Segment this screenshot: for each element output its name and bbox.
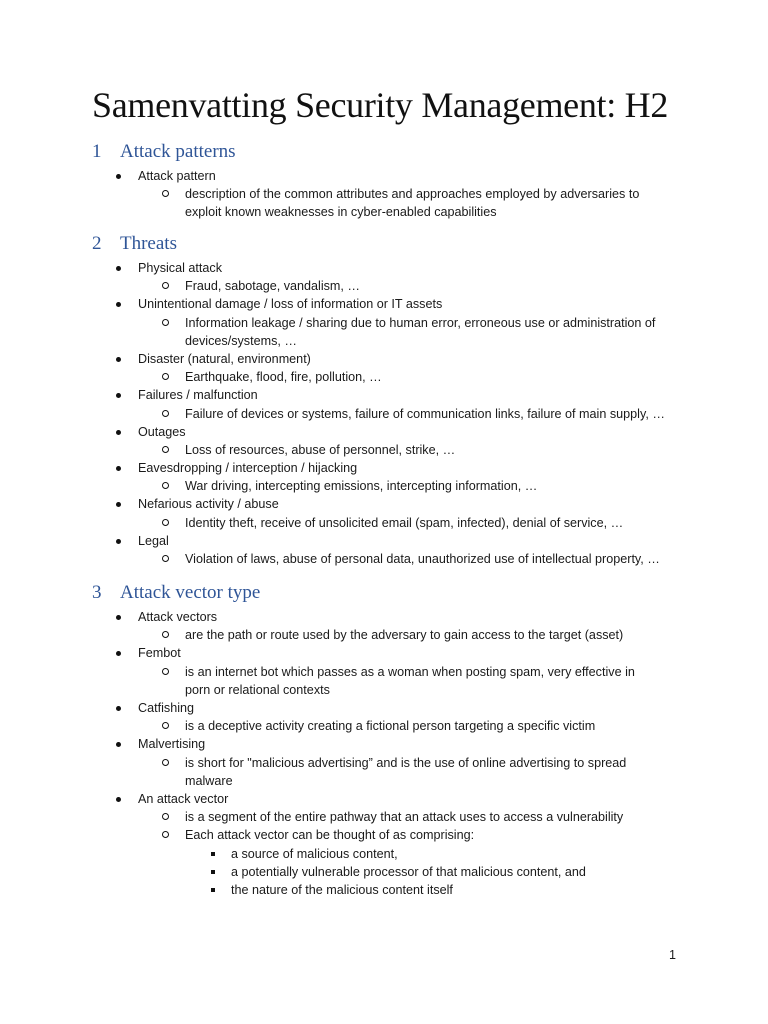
sub-list-item bbox=[0, 185, 768, 221]
bullet-icon bbox=[116, 706, 121, 711]
list-item-text: Outages bbox=[138, 424, 186, 439]
sub-sub-list-item bbox=[0, 881, 768, 899]
list-item-text: Unintentional damage / loss of information or IT assets bbox=[138, 297, 443, 312]
square-bullet-icon bbox=[211, 852, 215, 856]
list-item bbox=[0, 386, 768, 422]
list-item bbox=[0, 259, 768, 295]
section-threats bbox=[0, 233, 768, 568]
sub-list-item-text: is an internet bot which passes as a woman when posting spam, very effective in porn or relational contexts bbox=[185, 664, 635, 697]
circle-bullet-icon bbox=[162, 722, 169, 729]
list-item bbox=[0, 608, 768, 644]
section-heading bbox=[0, 141, 768, 167]
list-item bbox=[0, 423, 768, 459]
bullet-icon bbox=[116, 742, 121, 747]
sub-list-item-text: Each attack vector can be thought of as comprising: bbox=[185, 828, 475, 843]
bullet-icon bbox=[116, 174, 121, 179]
circle-bullet-icon bbox=[162, 282, 169, 289]
circle-bullet-icon bbox=[162, 410, 169, 417]
list-item bbox=[0, 167, 768, 222]
sub-list-item bbox=[0, 514, 768, 532]
list-item bbox=[0, 459, 768, 495]
list-item bbox=[0, 644, 768, 699]
bullet-icon bbox=[116, 539, 121, 544]
sub-list-item bbox=[0, 754, 768, 790]
section-number: 2 bbox=[92, 233, 102, 254]
sub-list-item bbox=[0, 314, 768, 350]
list-item bbox=[0, 790, 768, 899]
bullet-icon bbox=[116, 651, 121, 656]
sub-list-item-text: is a segment of the entire pathway that an attack uses to access a vulnerability bbox=[185, 810, 624, 825]
sub-list-item bbox=[0, 626, 768, 644]
sub-sub-list-item-text: a source of malicious content, bbox=[231, 846, 398, 861]
list-item-text: Attack vectors bbox=[138, 610, 218, 624]
sub-list-item bbox=[0, 405, 768, 423]
section-title: Attack vector type bbox=[120, 582, 261, 603]
list-item-text: An attack vector bbox=[138, 791, 229, 806]
sub-list-item bbox=[0, 368, 768, 386]
circle-bullet-icon bbox=[162, 519, 169, 526]
sub-list-item-text: description of the common attributes and approaches employed by adversaries to exploit known weaknesses in cyber-enabled capabilities bbox=[185, 187, 640, 220]
circle-bullet-icon bbox=[162, 482, 169, 489]
bullet-icon bbox=[116, 266, 121, 271]
square-bullet-icon bbox=[211, 888, 215, 892]
circle-bullet-icon bbox=[162, 631, 169, 638]
list-item-text: Fembot bbox=[138, 646, 181, 661]
list-item bbox=[0, 699, 768, 735]
circle-bullet-icon bbox=[162, 373, 169, 380]
sub-sub-list-item-text: a potentially vulnerable processor of that malicious content, and bbox=[231, 864, 586, 879]
section-title: Attack patterns bbox=[120, 141, 236, 162]
sub-list-item-text: Violation of laws, abuse of personal data, unauthorized use of intellectual property, … bbox=[185, 552, 660, 567]
bullet-icon bbox=[116, 615, 121, 620]
bullet-icon bbox=[116, 430, 121, 435]
list-item-text: Legal bbox=[138, 533, 169, 548]
bullet-icon bbox=[116, 466, 121, 471]
circle-bullet-icon bbox=[162, 446, 169, 453]
list-item bbox=[0, 350, 768, 386]
sub-list-item bbox=[0, 663, 768, 699]
sub-list-item-text: Identity theft, receive of unsolicited email (spam, infected), denial of service, … bbox=[185, 515, 624, 530]
sub-list-item-text: War driving, intercepting emissions, intercepting information, … bbox=[185, 479, 538, 494]
sub-list-item-text: is a deceptive activity creating a fictional person targeting a specific victim bbox=[185, 719, 596, 734]
section-number: 3 bbox=[92, 582, 102, 603]
circle-bullet-icon bbox=[162, 190, 169, 197]
sub-list-item-text: Earthquake, flood, fire, pollution, … bbox=[185, 370, 382, 385]
sub-sub-list-item bbox=[0, 845, 768, 863]
list-item-text: Disaster (natural, environment) bbox=[138, 351, 311, 366]
bullet-icon bbox=[116, 797, 121, 802]
section-heading bbox=[0, 582, 768, 608]
sub-list-item-text: is short for "malicious advertising” and is the use of online advertising to spread malware bbox=[185, 755, 627, 788]
section-attack-patterns bbox=[0, 141, 768, 222]
sub-list-item-text: are the path or route used by the adversary to gain access to the target (asset) bbox=[185, 628, 624, 643]
sub-list-item bbox=[0, 277, 768, 295]
circle-bullet-icon bbox=[162, 555, 169, 562]
sub-sub-list-item-text: the nature of the malicious content itself bbox=[231, 882, 453, 897]
sub-sub-list-item bbox=[0, 863, 768, 881]
list-item-text: Catfishing bbox=[138, 700, 195, 715]
section-attack-vector-type bbox=[0, 582, 768, 899]
list-item bbox=[0, 495, 768, 531]
list-item-text: Eavesdropping / interception / hijacking bbox=[138, 461, 358, 476]
circle-bullet-icon bbox=[162, 831, 169, 838]
bullet-icon bbox=[116, 393, 121, 398]
sub-list-item bbox=[0, 826, 768, 899]
list-item-text: Physical attack bbox=[138, 261, 222, 275]
section-heading bbox=[0, 233, 768, 259]
list-item bbox=[0, 735, 768, 790]
bullet-icon bbox=[116, 502, 121, 507]
list-item-text: Malvertising bbox=[138, 737, 206, 752]
sub-list-item-text: Information leakage / sharing due to human error, erroneous use or administration of devices/systems, … bbox=[185, 315, 656, 348]
sub-list-item bbox=[0, 477, 768, 495]
bullet-icon bbox=[116, 302, 121, 307]
sub-list-item bbox=[0, 717, 768, 735]
square-bullet-icon bbox=[211, 870, 215, 874]
list-item bbox=[0, 532, 768, 568]
sub-list-item bbox=[0, 808, 768, 826]
circle-bullet-icon bbox=[162, 668, 169, 675]
bullet-icon bbox=[116, 357, 121, 362]
section-number: 1 bbox=[92, 141, 102, 162]
sub-list-item bbox=[0, 441, 768, 459]
sub-list-item bbox=[0, 550, 768, 568]
list-item-text: Nefarious activity / abuse bbox=[138, 497, 279, 512]
sub-list-item-text: Fraud, sabotage, vandalism, … bbox=[185, 279, 361, 294]
page-title: Samenvatting Security Management: H2 bbox=[92, 85, 669, 125]
page-number: 1 bbox=[668, 948, 676, 962]
circle-bullet-icon bbox=[162, 319, 169, 326]
list-item-text: Failures / malfunction bbox=[138, 388, 258, 403]
list-item-text: Attack pattern bbox=[138, 169, 216, 183]
sub-list-item-text: Failure of devices or systems, failure of communication links, failure of main supply, … bbox=[185, 406, 665, 421]
circle-bullet-icon bbox=[162, 813, 169, 820]
list-item bbox=[0, 295, 768, 350]
section-title: Threats bbox=[120, 233, 177, 254]
sub-list-item-text: Loss of resources, abuse of personnel, strike, … bbox=[185, 442, 456, 457]
circle-bullet-icon bbox=[162, 759, 169, 766]
